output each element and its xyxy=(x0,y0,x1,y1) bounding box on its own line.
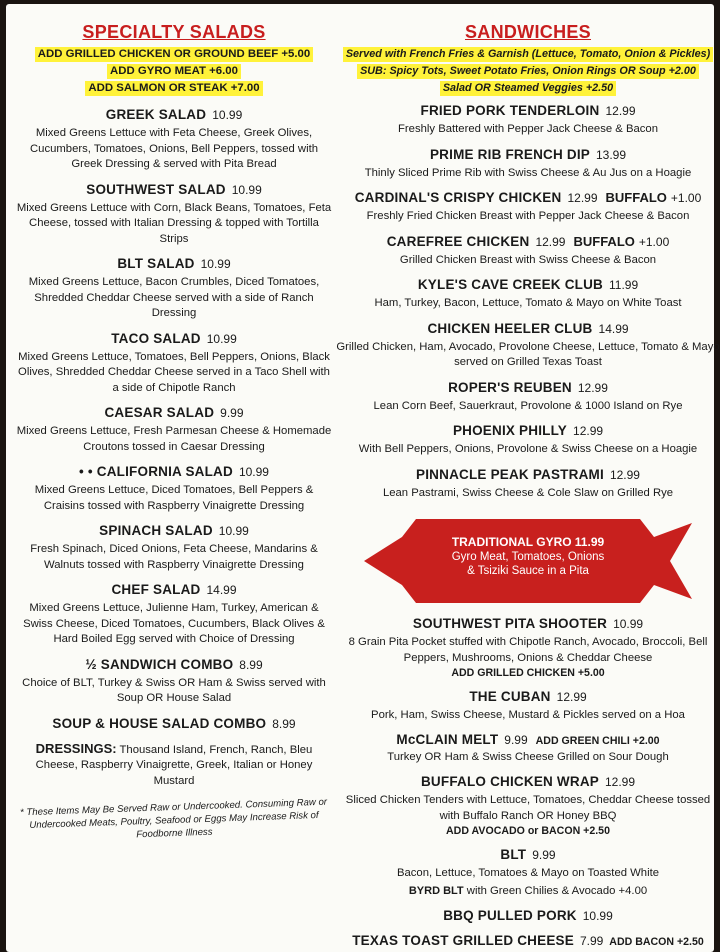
consumer-warning: * These Items May Be Served Raw or Undercooked. Consuming Raw or Undercooked Meats, Poultry, Seafood or Eggs May Increase Risk of Foodborne Illness xyxy=(19,796,328,841)
menu-item xyxy=(336,907,720,925)
menu-sheet xyxy=(6,4,720,952)
item-option-price: +1.00 xyxy=(670,191,702,205)
sub-item-price: +4.00 xyxy=(618,884,648,897)
menu-item xyxy=(336,688,720,724)
item-description: Lean Corn Beef, Sauerkraut, Provolone & 1000 Island on Rye xyxy=(373,399,683,412)
salads-column xyxy=(14,4,334,840)
menu-item xyxy=(336,233,720,269)
item-price: 10.99 xyxy=(206,331,237,346)
item-description: 8 Grain Pita Pocket stuffed with Chipotle Ranch, Avocado, Broccoli, Bell Peppers, Mushrooms, Onions & Cheddar Cheese xyxy=(348,636,708,664)
item-name: PRIME RIB FRENCH DIP xyxy=(429,146,590,162)
item-price: 10.99 xyxy=(200,257,231,271)
item-price: 10.99 xyxy=(212,108,243,122)
sandwiches-title: SANDWICHES xyxy=(464,22,591,42)
sandwiches-column xyxy=(336,4,720,949)
item-name: ROPER'S REUBEN xyxy=(448,379,572,395)
item-price: 12.99 xyxy=(535,234,566,249)
item-price: 10.99 xyxy=(613,617,644,631)
item-name: KYLE'S CAVE CREEK CLUB xyxy=(417,277,603,292)
item-description: Lean Pastrami, Swiss Cheese & Cole Slaw on Grilled Rye xyxy=(382,486,674,499)
menu-item xyxy=(14,181,334,248)
item-description: Sliced Chicken Tenders with Lettuce, Tomatoes, Cheddar Cheese tossed with Buffalo Ranch OR Honey BBQ xyxy=(345,794,711,822)
item-price: 11.99 xyxy=(609,278,639,292)
item-price: 12.99 xyxy=(556,690,587,704)
item-name: BLT SALAD xyxy=(117,256,195,271)
salads-title: SPECIALTY SALADS xyxy=(82,22,266,42)
item-name: CAREFREE CHICKEN xyxy=(386,233,530,249)
item-description: Mixed Greens Lettuce, Tomatoes, Bell Peppers, Onions, Black Olives, Shredded Cheddar Cheese served in a Taco Shell with a side of Chipotle Ranch xyxy=(18,350,330,394)
menu-item xyxy=(14,106,334,173)
dressings-block xyxy=(14,741,334,790)
item-name: • • CALIFORNIA SALAD xyxy=(79,464,233,479)
sandwich-promo: Served with French Fries & Garnish (Lettuce, Tomato, Onion & Pickles) xyxy=(343,47,713,62)
item-price: 12.99 xyxy=(604,775,636,789)
item-option-price: +1.00 xyxy=(638,234,670,249)
item-price: 14.99 xyxy=(206,583,237,597)
item-description: Fresh Spinach, Diced Onions, Feta Cheese, Mandarins & Walnuts tossed with Raspberry Vinaigrette Dressing xyxy=(30,543,318,571)
menu-item xyxy=(14,522,334,573)
menu-item xyxy=(14,581,334,648)
menu-item xyxy=(336,379,720,415)
item-name: TEXAS TOAST GRILLED CHEESE xyxy=(352,933,574,948)
item-name: McCLAIN MELT xyxy=(396,731,499,747)
menu-item xyxy=(336,422,720,458)
dressings-label: DRESSINGS: xyxy=(35,740,117,756)
gyro-desc-line: & Tsiziki Sauce in a Pita xyxy=(467,565,589,577)
item-name: CHEF SALAD xyxy=(111,582,201,597)
item-addon: ADD GRILLED CHICKEN +5.00 xyxy=(451,667,605,679)
item-description: Mixed Greens Lettuce, Fresh Parmesan Cheese & Homemade Croutons tossed in Caesar Dressing xyxy=(16,425,332,453)
item-name: BUFFALO CHICKEN WRAP xyxy=(420,774,599,789)
salad-promo: ADD GYRO MEAT +6.00 xyxy=(107,64,241,79)
item-price: 9.99 xyxy=(532,848,556,862)
item-name: SOUP & HOUSE SALAD COMBO xyxy=(52,715,267,731)
menu-item xyxy=(14,715,334,733)
salad-promo: ADD SALMON OR STEAK +7.00 xyxy=(85,81,262,96)
item-name: SPINACH SALAD xyxy=(99,523,213,538)
item-price: 10.99 xyxy=(231,182,262,197)
menu-item xyxy=(14,463,334,514)
item-name: FRIED PORK TENDERLOIN xyxy=(420,103,600,118)
item-name: BBQ PULLED PORK xyxy=(443,908,577,923)
sub-item-name: BYRD BLT xyxy=(408,884,464,897)
menu-item xyxy=(336,846,720,899)
item-name: BLT xyxy=(500,847,527,862)
menu-item xyxy=(336,102,720,138)
salad-promos xyxy=(14,45,334,96)
menu-item xyxy=(336,320,720,371)
item-description: Mixed Greens Lettuce, Diced Tomatoes, Bell Peppers & Craisins tossed with Raspberry Vinaigrette Dressing xyxy=(34,484,314,512)
sub-item-text: with Green Chilies & Avocado xyxy=(466,884,616,897)
item-name: SOUTHWEST SALAD xyxy=(86,181,226,197)
item-addon: ADD GREEN CHILI +2.00 xyxy=(535,734,660,747)
item-description: Mixed Greens Lettuce with Corn, Black Beans, Tomatoes, Feta Cheese, tossed with Italian Dressing & topped with Tortilla Strips xyxy=(16,201,332,245)
menu-item xyxy=(14,255,334,322)
salad-promo: ADD GRILLED CHICKEN OR GROUND BEEF +5.00 xyxy=(35,47,313,62)
gyro-desc-line: Gyro Meat, Tomatoes, Onions xyxy=(451,551,605,563)
item-description: Freshly Battered with Pepper Jack Cheese & Bacon xyxy=(398,123,658,135)
sandwich-promo: Salad OR Steamed Veggies +2.50 xyxy=(440,81,616,96)
item-price: 12.99 xyxy=(577,380,608,395)
item-description: Pork, Ham, Swiss Cheese, Mustard & Pickles served on a Hoa xyxy=(371,709,685,721)
item-name: ½ SANDWICH COMBO xyxy=(85,656,234,672)
item-name: THE CUBAN xyxy=(469,689,551,704)
gyro-text xyxy=(364,535,692,578)
item-description: Grilled Chicken, Ham, Avocado, Provolone Cheese, Lettuce, Tomato & Mayo served on Grilled Texas Toast xyxy=(336,340,720,368)
item-addon: ADD BACON +2.50 xyxy=(609,936,704,948)
gyro-banner xyxy=(364,511,692,611)
item-price: 8.99 xyxy=(239,657,263,672)
item-price: 10.99 xyxy=(582,909,613,923)
menu-item xyxy=(14,404,334,455)
item-price: 12.99 xyxy=(567,191,598,205)
item-description: Thinly Sliced Prime Rib with Swiss Cheese & Au Jus on a Hoagie xyxy=(364,166,692,179)
item-price: 8.99 xyxy=(272,716,296,731)
gyro-name: TRADITIONAL GYRO xyxy=(451,535,572,549)
menu-item xyxy=(336,189,720,225)
item-description: Mixed Greens Lettuce, Bacon Crumbles, Diced Tomatoes, Shredded Cheddar Cheese served with a side of Ranch Dressing xyxy=(28,276,320,319)
item-price: 9.99 xyxy=(220,406,244,420)
menu-item xyxy=(336,466,720,502)
menu-item xyxy=(336,933,720,949)
item-description: Freshly Fried Chicken Breast with Pepper Jack Cheese & Bacon xyxy=(366,210,690,222)
menu-item xyxy=(336,146,720,182)
item-price: 10.99 xyxy=(238,465,269,479)
menu-item xyxy=(336,732,720,766)
item-addon: ADD AVOCADO or BACON +2.50 xyxy=(446,825,610,837)
item-price: 7.99 xyxy=(579,934,604,948)
item-price: 9.99 xyxy=(504,732,528,747)
dressings-text: Thousand Island, French, Ranch, Bleu Cheese, Raspberry Vinaigrette, Greek, Italian or Honey Mustard xyxy=(35,743,313,787)
item-name: TACO SALAD xyxy=(111,330,201,346)
item-description: Choice of BLT, Turkey & Swiss OR Ham & Swiss served with Soup OR House Salad xyxy=(22,676,326,704)
item-price: 12.99 xyxy=(573,424,604,438)
item-price: 12.99 xyxy=(605,104,636,118)
menu-item xyxy=(14,330,334,397)
menu-item xyxy=(14,656,334,707)
sandwich-promo: SUB: Spicy Tots, Sweet Potato Fries, Onion Rings OR Soup +2.00 xyxy=(357,64,699,79)
item-name: GREEK SALAD xyxy=(105,107,207,122)
item-option: BUFFALO xyxy=(573,233,635,249)
item-name: PINNACLE PEAK PASTRAMI xyxy=(416,466,604,482)
menu-item xyxy=(336,276,720,312)
gyro-price: 11.99 xyxy=(574,535,605,549)
item-description: Ham, Turkey, Bacon, Lettuce, Tomato & Mayo on White Toast xyxy=(374,297,682,309)
menu-item xyxy=(336,615,720,680)
item-name: CHICKEN HEELER CLUB xyxy=(427,320,593,336)
item-name: CARDINAL'S CRISPY CHICKEN xyxy=(354,190,562,205)
item-price: 13.99 xyxy=(595,147,627,162)
item-description: Mixed Greens Lettuce with Feta Cheese, Greek Olives, Cucumbers, Tomatoes, Onions, Bell Peppers, tossed with Greek Dressing & served with Pita Bread xyxy=(30,127,318,170)
item-name: CAESAR SALAD xyxy=(104,405,215,420)
item-description: Grilled Chicken Breast with Swiss Cheese & Bacon xyxy=(399,253,657,266)
item-name: SOUTHWEST PITA SHOOTER xyxy=(412,616,608,631)
item-description: Turkey OR Ham & Swiss Cheese Grilled on Sour Dough xyxy=(387,750,669,763)
item-price: 10.99 xyxy=(218,524,249,538)
menu-item xyxy=(336,773,720,838)
item-option: BUFFALO xyxy=(605,190,667,205)
item-description: Bacon, Lettuce, Tomatoes & Mayo on Toasted White xyxy=(396,867,660,879)
item-price: 14.99 xyxy=(598,321,629,336)
item-name: PHOENIX PHILLY xyxy=(452,423,568,438)
item-description: Mixed Greens Lettuce, Julienne Ham, Turkey, American & Swiss Cheese, Diced Tomatoes, Cucumbers, Black Olives & Hard Boiled Egg served with Choice of Dressing xyxy=(23,602,325,645)
item-description: With Bell Peppers, Onions, Provolone & Swiss Cheese on a Hoagie xyxy=(358,443,698,455)
item-price: 12.99 xyxy=(609,467,640,482)
sandwich-promos xyxy=(336,45,720,96)
